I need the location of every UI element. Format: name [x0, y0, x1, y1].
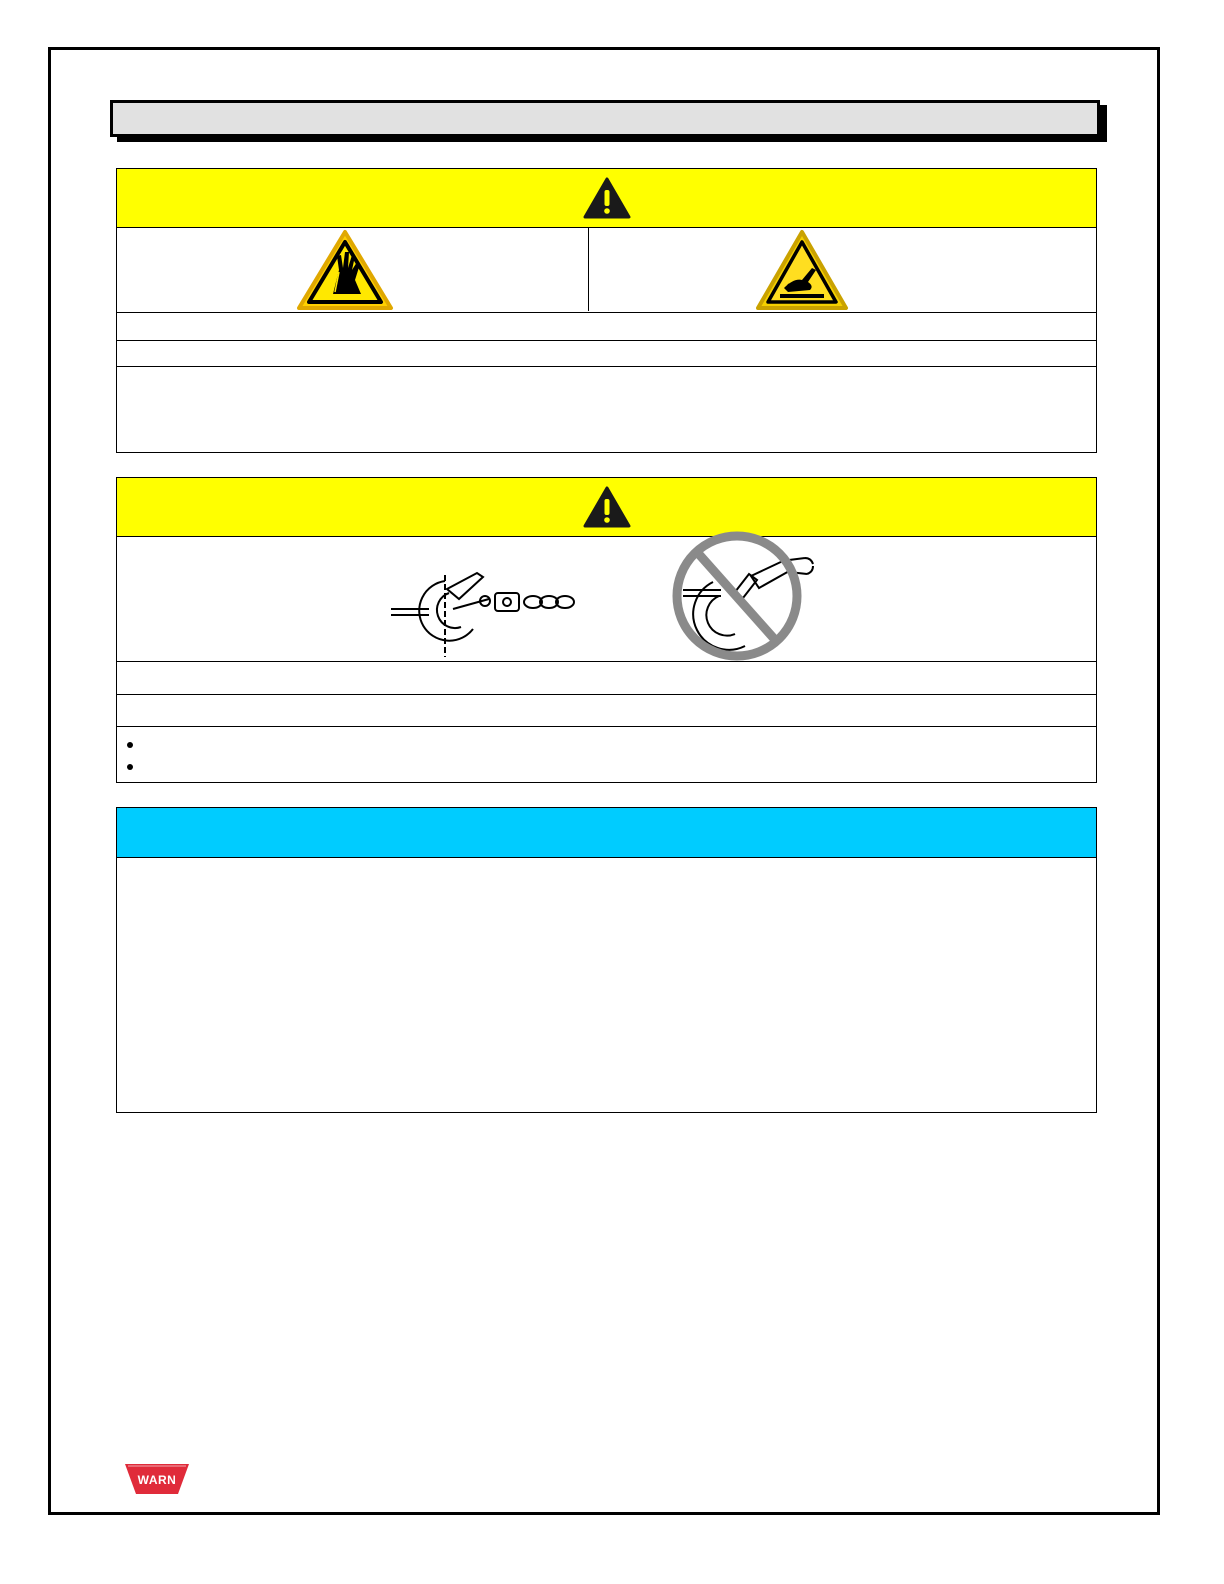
section-title-bar: [110, 100, 1100, 137]
notice-header: [117, 808, 1096, 858]
warning-row-1: [117, 661, 1096, 694]
hot-surface-hazard-icon: [754, 228, 850, 312]
hook-correct-usage-illustration: [389, 571, 579, 659]
hand-cut-hazard-icon: [295, 228, 395, 312]
warning-header: [117, 169, 1096, 228]
warn-logo: [124, 1462, 190, 1496]
svg-text:WARN: WARN: [137, 1473, 177, 1487]
column-divider: [588, 227, 589, 311]
hook-incorrect-usage-prohibited-illustration: [665, 530, 835, 662]
bullet-icon: [127, 764, 133, 770]
warning-row-1: [117, 312, 1096, 340]
warning-box-hook: [116, 477, 1097, 783]
bullet-icon: [127, 742, 133, 748]
warning-box-hand-hazard: [116, 168, 1097, 453]
warning-triangle-icon: [583, 177, 631, 219]
warning-row-2: [117, 340, 1096, 366]
warning-header: [117, 478, 1096, 537]
notice-box: [116, 807, 1097, 1113]
warning-row-2: [117, 694, 1096, 726]
notice-body: [117, 858, 1096, 1112]
warning-bullet-list: [117, 726, 1096, 782]
warning-body: [117, 366, 1096, 452]
warning-triangle-icon: [583, 486, 631, 528]
